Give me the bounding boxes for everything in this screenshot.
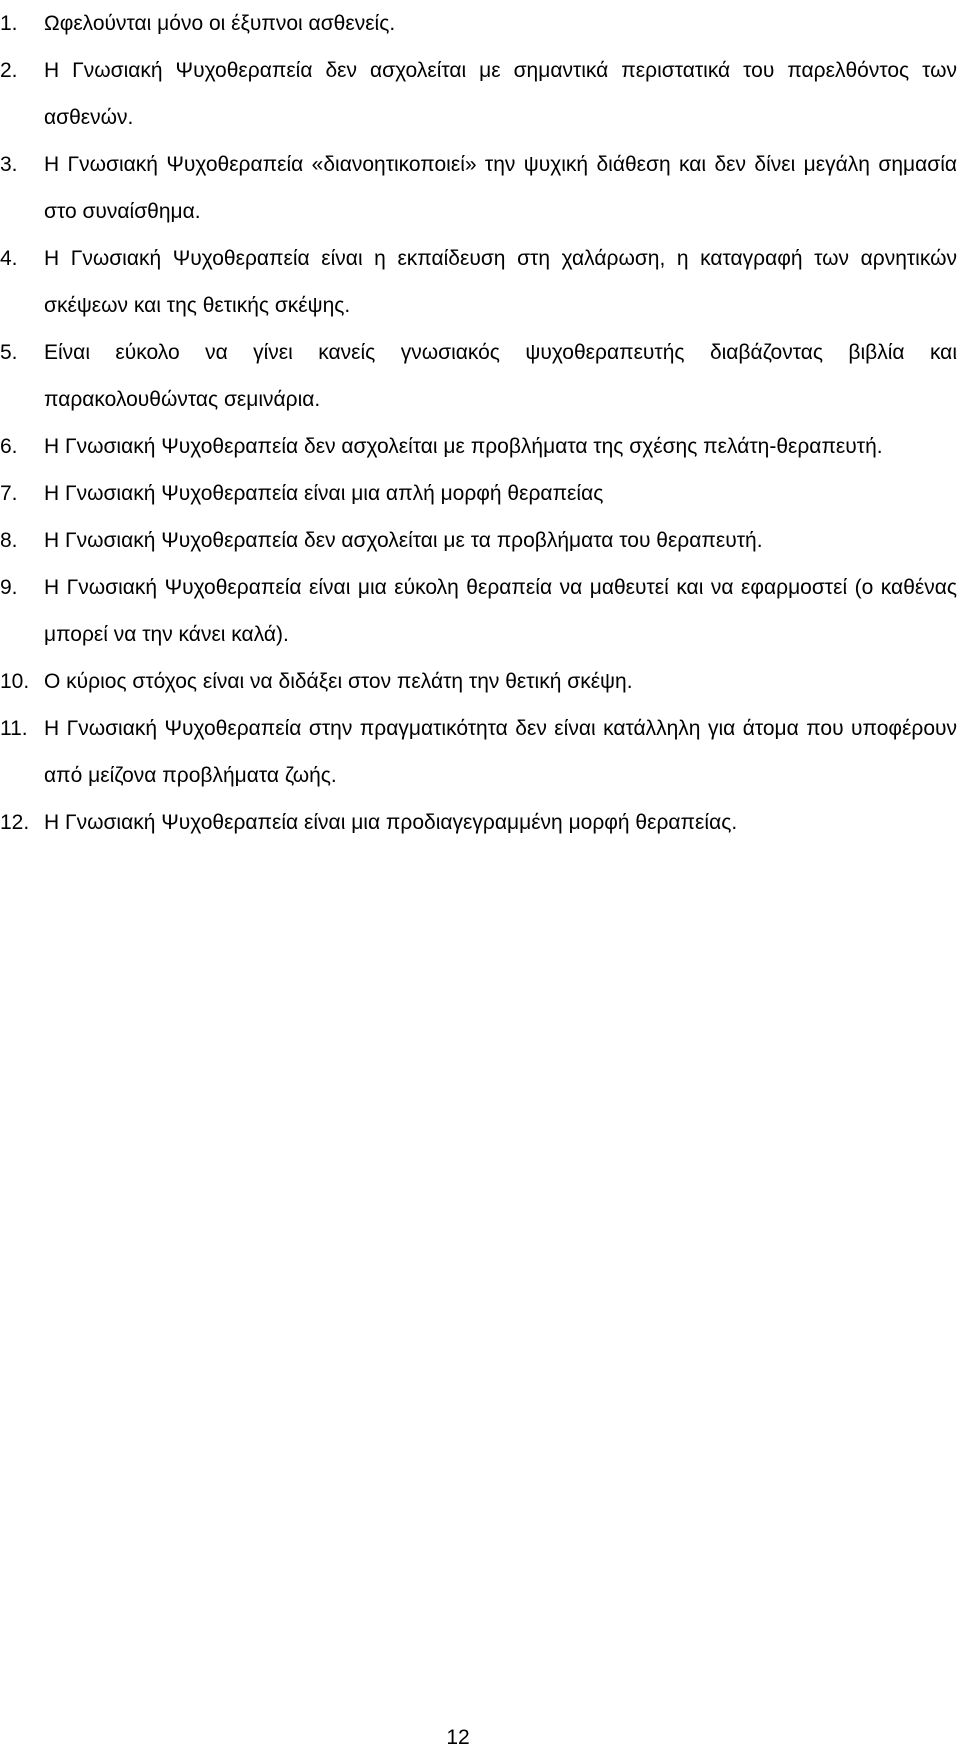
item-text: Ωφελούνται μόνο οι έξυπνοι ασθενείς. [44, 12, 396, 35]
item-number: 4. [0, 247, 18, 270]
list-item [0, 658, 957, 705]
item-number: 11. [0, 717, 28, 740]
item-text: Η Γνωσιακή Ψυχοθεραπεία δεν ασχολείται με σημαντικά περιστατικά του παρελθόντος των ασθενών. [44, 59, 957, 129]
item-text: Είναι εύκολο να γίνει κανείς γνωσιακός ψυχοθεραπευτής διαβάζοντας βιβλία και παρακολουθώντας σεμινάρια. [44, 341, 957, 411]
item-number: 1. [0, 12, 18, 35]
list-item [0, 0, 957, 47]
item-number: 7. [0, 482, 18, 505]
item-text: Ο κύριος στόχος είναι να διδάξει στον πελάτη την θετική σκέψη. [44, 670, 633, 693]
list-item [0, 47, 957, 141]
list-item [0, 329, 957, 423]
item-number: 6. [0, 435, 18, 458]
item-text: Η Γνωσιακή Ψυχοθεραπεία δεν ασχολείται με τα προβλήματα του θεραπευτή. [44, 529, 763, 552]
page-number: 12 [446, 1726, 470, 1749]
item-number: 2. [0, 59, 18, 82]
item-number: 3. [0, 153, 18, 176]
list-item [0, 423, 957, 470]
item-text: Η Γνωσιακή Ψυχοθεραπεία «διανοητικοποιεί» την ψυχική διάθεση και δεν δίνει μεγάλη σημασία στο συναίσθημα. [44, 153, 957, 223]
item-number: 9. [0, 576, 18, 599]
item-text: Η Γνωσιακή Ψυχοθεραπεία στην πραγματικότητα δεν είναι κατάλληλη για άτομα που υποφέρουν από μείζονα προβλήματα ζωής. [44, 717, 957, 787]
item-number: 12. [0, 811, 30, 834]
item-number: 8. [0, 529, 18, 552]
list-item [0, 141, 957, 235]
list-item [0, 564, 957, 658]
item-text: Η Γνωσιακή Ψυχοθεραπεία δεν ασχολείται με προβλήματα της σχέσης πελάτη-θεραπευτή. [44, 435, 883, 458]
item-text: Η Γνωσιακή Ψυχοθεραπεία είναι μια εύκολη θεραπεία να μαθευτεί και να εφαρμοστεί (ο καθένας μπορεί να την κάνει καλά). [44, 576, 957, 646]
item-number: 10. [0, 670, 30, 693]
list-item [0, 235, 957, 329]
list-item [0, 470, 957, 517]
item-number: 5. [0, 341, 18, 364]
list-item [0, 799, 957, 846]
list-item [0, 517, 957, 564]
statement-list [0, 0, 957, 846]
list-item [0, 705, 957, 799]
item-text: Η Γνωσιακή Ψυχοθεραπεία είναι μια απλή μορφή θεραπείας [44, 482, 604, 505]
item-text: Η Γνωσιακή Ψυχοθεραπεία είναι η εκπαίδευση στη χαλάρωση, η καταγραφή των αρνητικών σκέψεων και της θετικής σκέψης. [44, 247, 957, 317]
item-text: Η Γνωσιακή Ψυχοθεραπεία είναι μια προδιαγεγραμμένη μορφή θεραπείας. [44, 811, 738, 834]
